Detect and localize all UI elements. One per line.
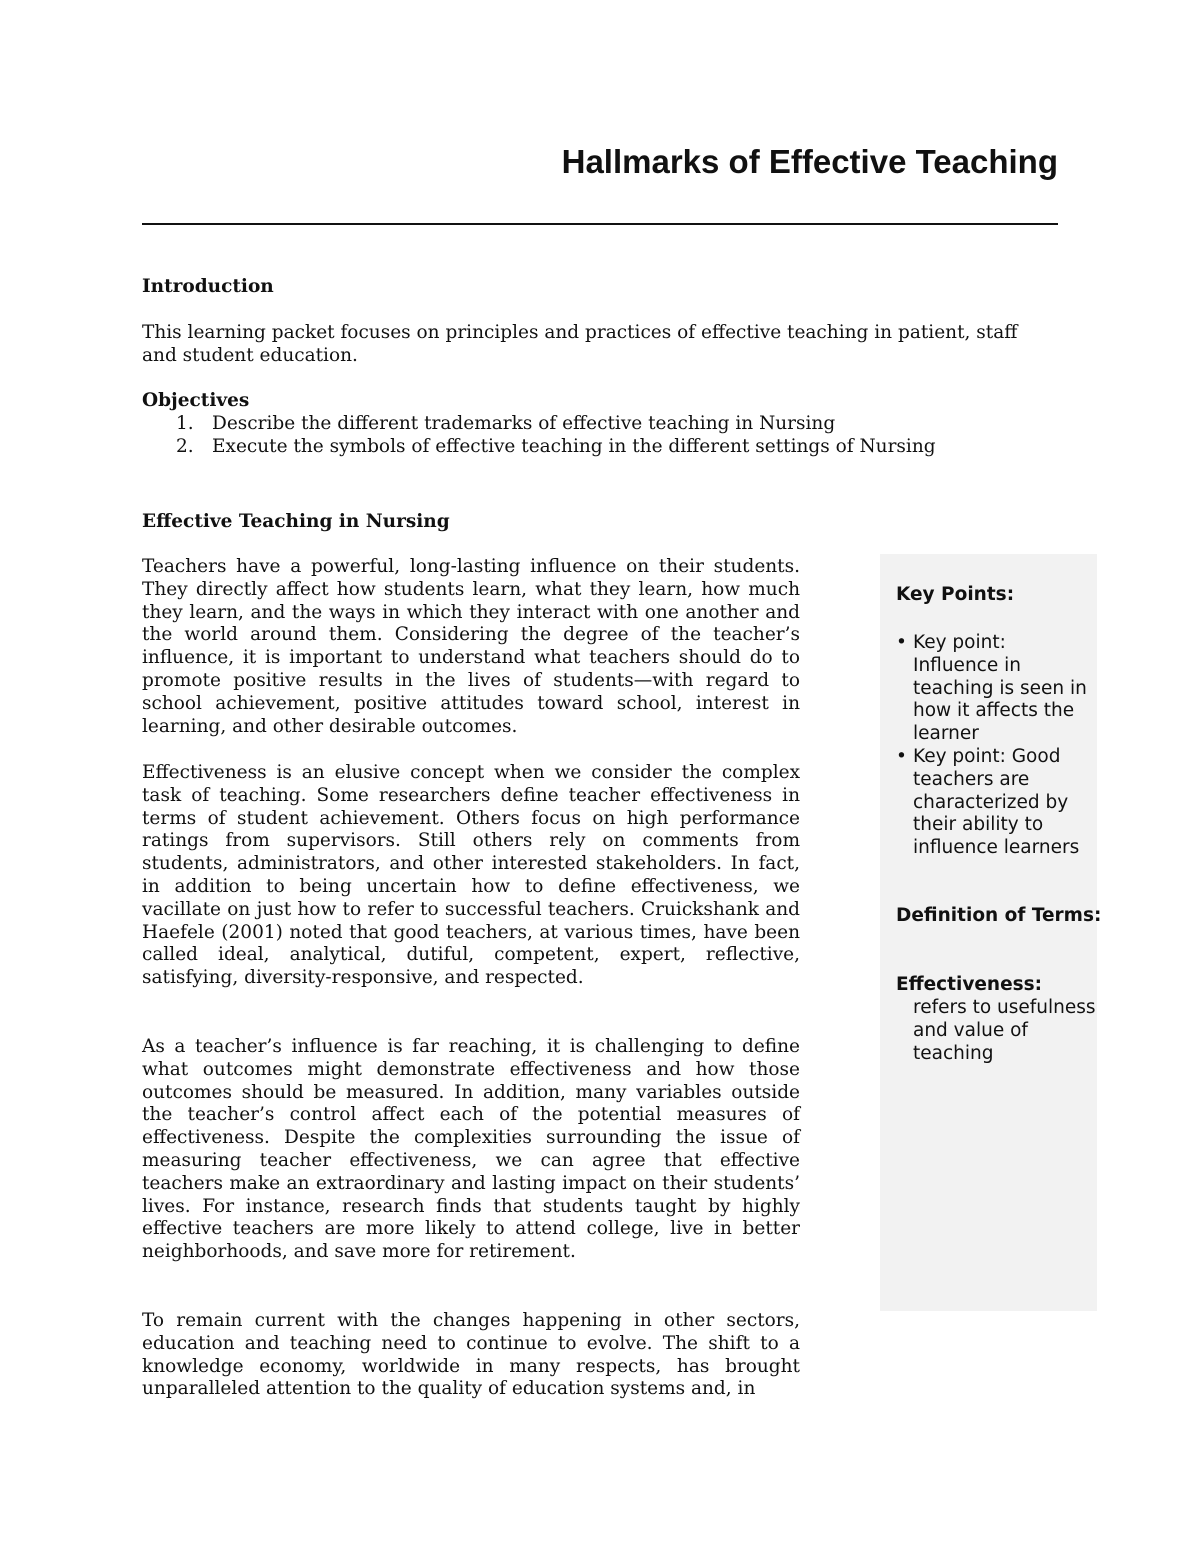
key-points-sidebar — [880, 554, 1102, 1311]
key-points-heading: Key Points: — [896, 584, 1015, 605]
objective-text: Execute the symbols of effective teaching in the different settings of Nursing — [212, 435, 936, 457]
body-paragraph: Effectiveness is an elusive concept when we consider the complex task of teaching. Some researchers define teacher effectiveness in terms of student achievement. Others focus on high performance ratings from supervisors. Still others rely on comments from students, administrators, and other interested stakeholders. In fact, in addition to being uncertain how to define effectiveness, we vacillate on just how to refer to successful teachers. Cruickshank and Haefele (2001) noted that good teachers, at various times, have been called ideal, analytical, dutiful, competent, expert, reflective, satisfying, diversity-responsive, and respected. — [142, 762, 800, 989]
bullet-icon: • — [896, 632, 907, 653]
body-paragraph: Teachers have a powerful, long-lasting influence on their students. They directly affect how students learn, what they learn, how much they learn, and the ways in which they interact with one another and the world around them. Considering the degree of the teacher’s influence, it is important to understand what teachers should do to promote positive results in the lives of students—with regard to school achievement, positive attitudes toward school, interest in learning, and other desirable outcomes. — [142, 556, 800, 737]
introduction-text: This learning packet focuses on principles and practices of effective teaching in patient, staff and student education. — [142, 322, 1018, 366]
term-label: Effectiveness: — [896, 974, 1043, 995]
term-definition: refers to usefulness and value of teaching — [913, 997, 1096, 1064]
page-title: Hallmarks of Effective Teaching — [561, 143, 1058, 180]
objectives-heading: Objectives — [142, 390, 250, 411]
key-point-text: Key point: Influence in teaching is seen in how it affects the learner — [913, 632, 1087, 745]
section-heading: Effective Teaching in Nursing — [142, 511, 450, 532]
body-paragraph: To remain current with the changes happening in other sectors, education and teaching need to continue to evolve. The shift to a knowledge economy, worldwide in many respects, has brought unparalleled attention to the quality of education systems and, in — [142, 1310, 800, 1400]
objective-item — [142, 413, 1058, 436]
title-divider — [142, 223, 1058, 225]
key-points-list — [896, 632, 1096, 860]
objective-number: 1. — [176, 413, 194, 434]
key-point-item — [896, 746, 1096, 860]
objectives-list — [142, 413, 1058, 459]
definition-heading: Definition of Terms: — [896, 905, 1102, 926]
objective-item — [142, 436, 1058, 459]
body-paragraph: As a teacher’s influence is far reaching, it is challenging to define what outcomes might demonstrate effectiveness and how those outcomes should be measured. In addition, many variables outside the teacher’s control affect each of the potential measures of effectiveness. Despite the complexities surrounding the issue of measuring teacher effectiveness, we can agree that effective teachers make an extraordinary and lasting impact on their students’ lives. For instance, research finds that students taught by highly effective teachers are more likely to attend college, live in better neighborhoods, and save more for retirement. — [142, 1036, 800, 1263]
objective-text: Describe the different trademarks of effective teaching in Nursing — [212, 413, 836, 434]
bullet-icon: • — [896, 745, 907, 767]
objective-number: 2. — [176, 435, 194, 457]
key-point-item — [896, 632, 1096, 746]
key-point-text: Key point: Good teachers are characterized by their ability to influence learners — [913, 745, 1080, 859]
introduction-heading: Introduction — [142, 276, 274, 297]
